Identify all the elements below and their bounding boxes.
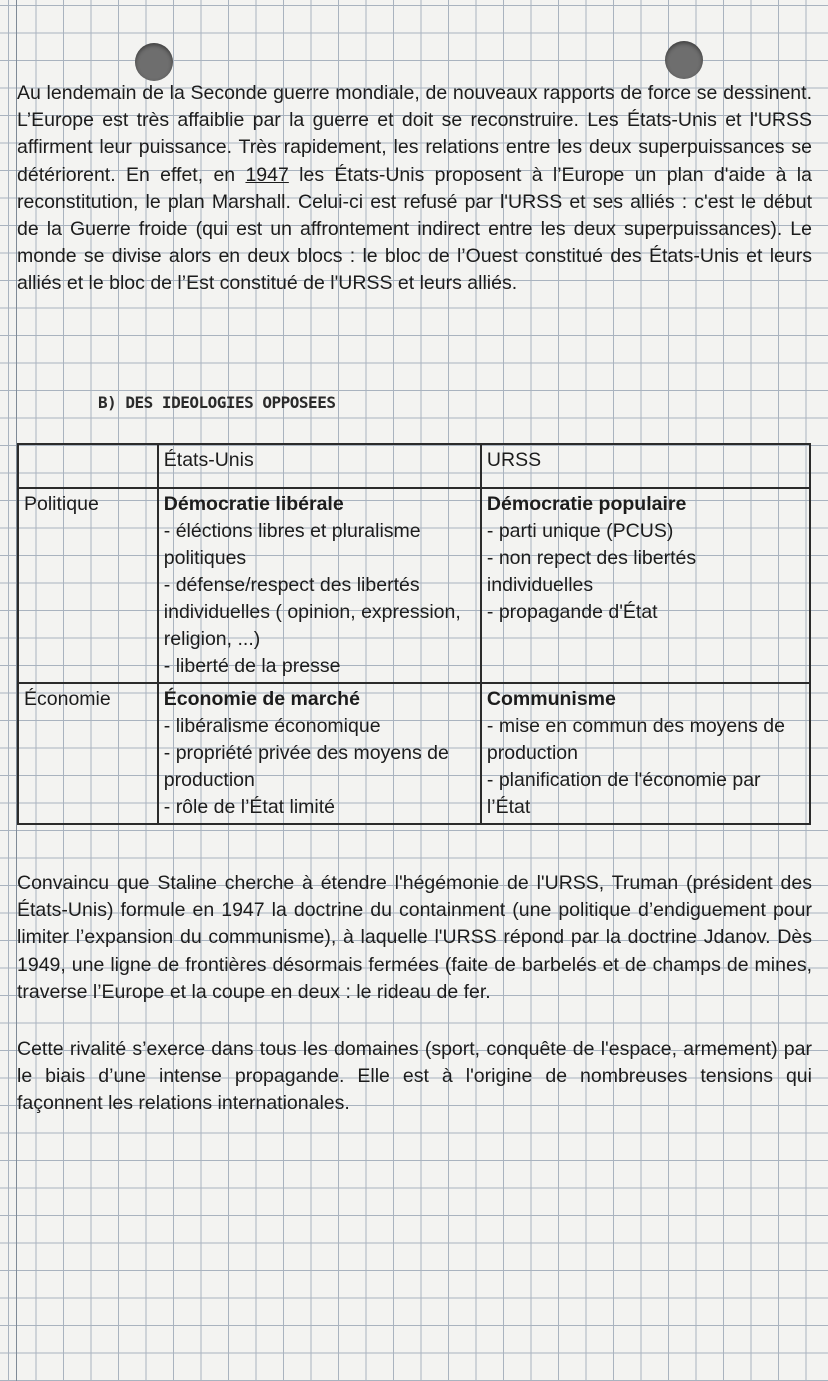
cell-usa-economie	[158, 683, 481, 824]
section-heading: B) DES IDEOLOGIES OPPOSEES	[98, 393, 336, 412]
intro-text-end: les États-Unis proposent à l’Europe un plan d'aide à la reconstitution, le plan Marshall. Celui-ci est refusé par l'URSS et ses alliés : c'est le début de la Guerre froide (qui est un affrontement indirect entre les deux superpuissances). Le monde se divise alors en deux blocs : le bloc de l’Ouest constitué des États-Unis et leurs alliés et le bloc de l’Est constitué de l'URSS et leurs alliés.	[17, 163, 812, 295]
row-label-politique: Politique	[18, 488, 158, 683]
punch-hole-right	[665, 41, 703, 79]
containment-paragraph: Convaincu que Staline cherche à étendre l'hégémonie de l'URSS, Truman (président des États-Unis) formule en 1947 la doctrine du containment (une politique d’endiguement pour limiter l’expansion du communisme), à laquelle l'URSS répond par la doctrine Jdanov. Dès 1949, une ligne de frontières désormais fermées (faite de barbelés et de champs de mines, traverse l’Europe et la coupe en deux : le rideau de fer.	[17, 872, 812, 1003]
table-row-economie	[18, 683, 810, 824]
cell-line: - planification de l'économie par l’État	[486, 769, 761, 818]
cell-line: - libéralisme économique	[163, 715, 381, 737]
cell-line: - éléctions libres et pluralisme politiques	[163, 520, 421, 569]
row-label-economie: Économie	[18, 683, 158, 824]
cell-line: - propriété privée des moyens de production	[163, 742, 449, 791]
intro-paragraph	[17, 80, 812, 298]
cell-line: - liberté de la presse	[163, 655, 341, 677]
header-ussr: URSS	[481, 444, 810, 488]
cell-title: Démocratie populaire	[486, 493, 687, 515]
cell-line: - parti unique (PCUS)	[486, 520, 674, 542]
cell-line: - non repect des libertés individuelles	[486, 547, 697, 596]
table-header-row	[18, 444, 810, 488]
rivalry-paragraph: Cette rivalité s’exerce dans tous les domaines (sport, conquête de l'espace, armement) par le biais d’une intense propagande. Elle est à l'origine de nombreuses tensions qui façonnent les relations internationales.	[17, 1038, 812, 1115]
underlined-year: 1947	[245, 163, 289, 186]
cell-line: - défense/respect des libertés individuelles ( opinion, expression, religion, ...)	[163, 574, 461, 650]
cell-line: - rôle de l’État limité	[163, 796, 336, 818]
cell-line: - propagande d'État	[486, 601, 658, 623]
intro-text-start: Au lendemain de la Seconde guerre mondiale, de nouveaux rapports de force se dessinent. L’Europe est très affaiblie par la guerre et doit se reconstruire. Les États-Unis et l'URSS affirment leur puissance. Très rapidement, les relations entre les deux superpuissances se détériorent. En effet, en	[17, 82, 812, 186]
cell-usa-politique	[158, 488, 481, 683]
cell-title: Communisme	[486, 688, 616, 710]
cell-ussr-economie	[481, 683, 810, 824]
header-empty-cell	[18, 444, 158, 488]
table-row-politique	[18, 488, 810, 683]
cell-title: Démocratie libérale	[163, 493, 344, 515]
header-usa: États-Unis	[158, 444, 481, 488]
punch-hole-left	[135, 43, 173, 81]
ideologies-table	[17, 443, 811, 825]
cell-title: Économie de marché	[163, 688, 360, 710]
cell-line: - mise en commun des moyens de production	[486, 715, 785, 764]
cell-ussr-politique	[481, 488, 810, 683]
